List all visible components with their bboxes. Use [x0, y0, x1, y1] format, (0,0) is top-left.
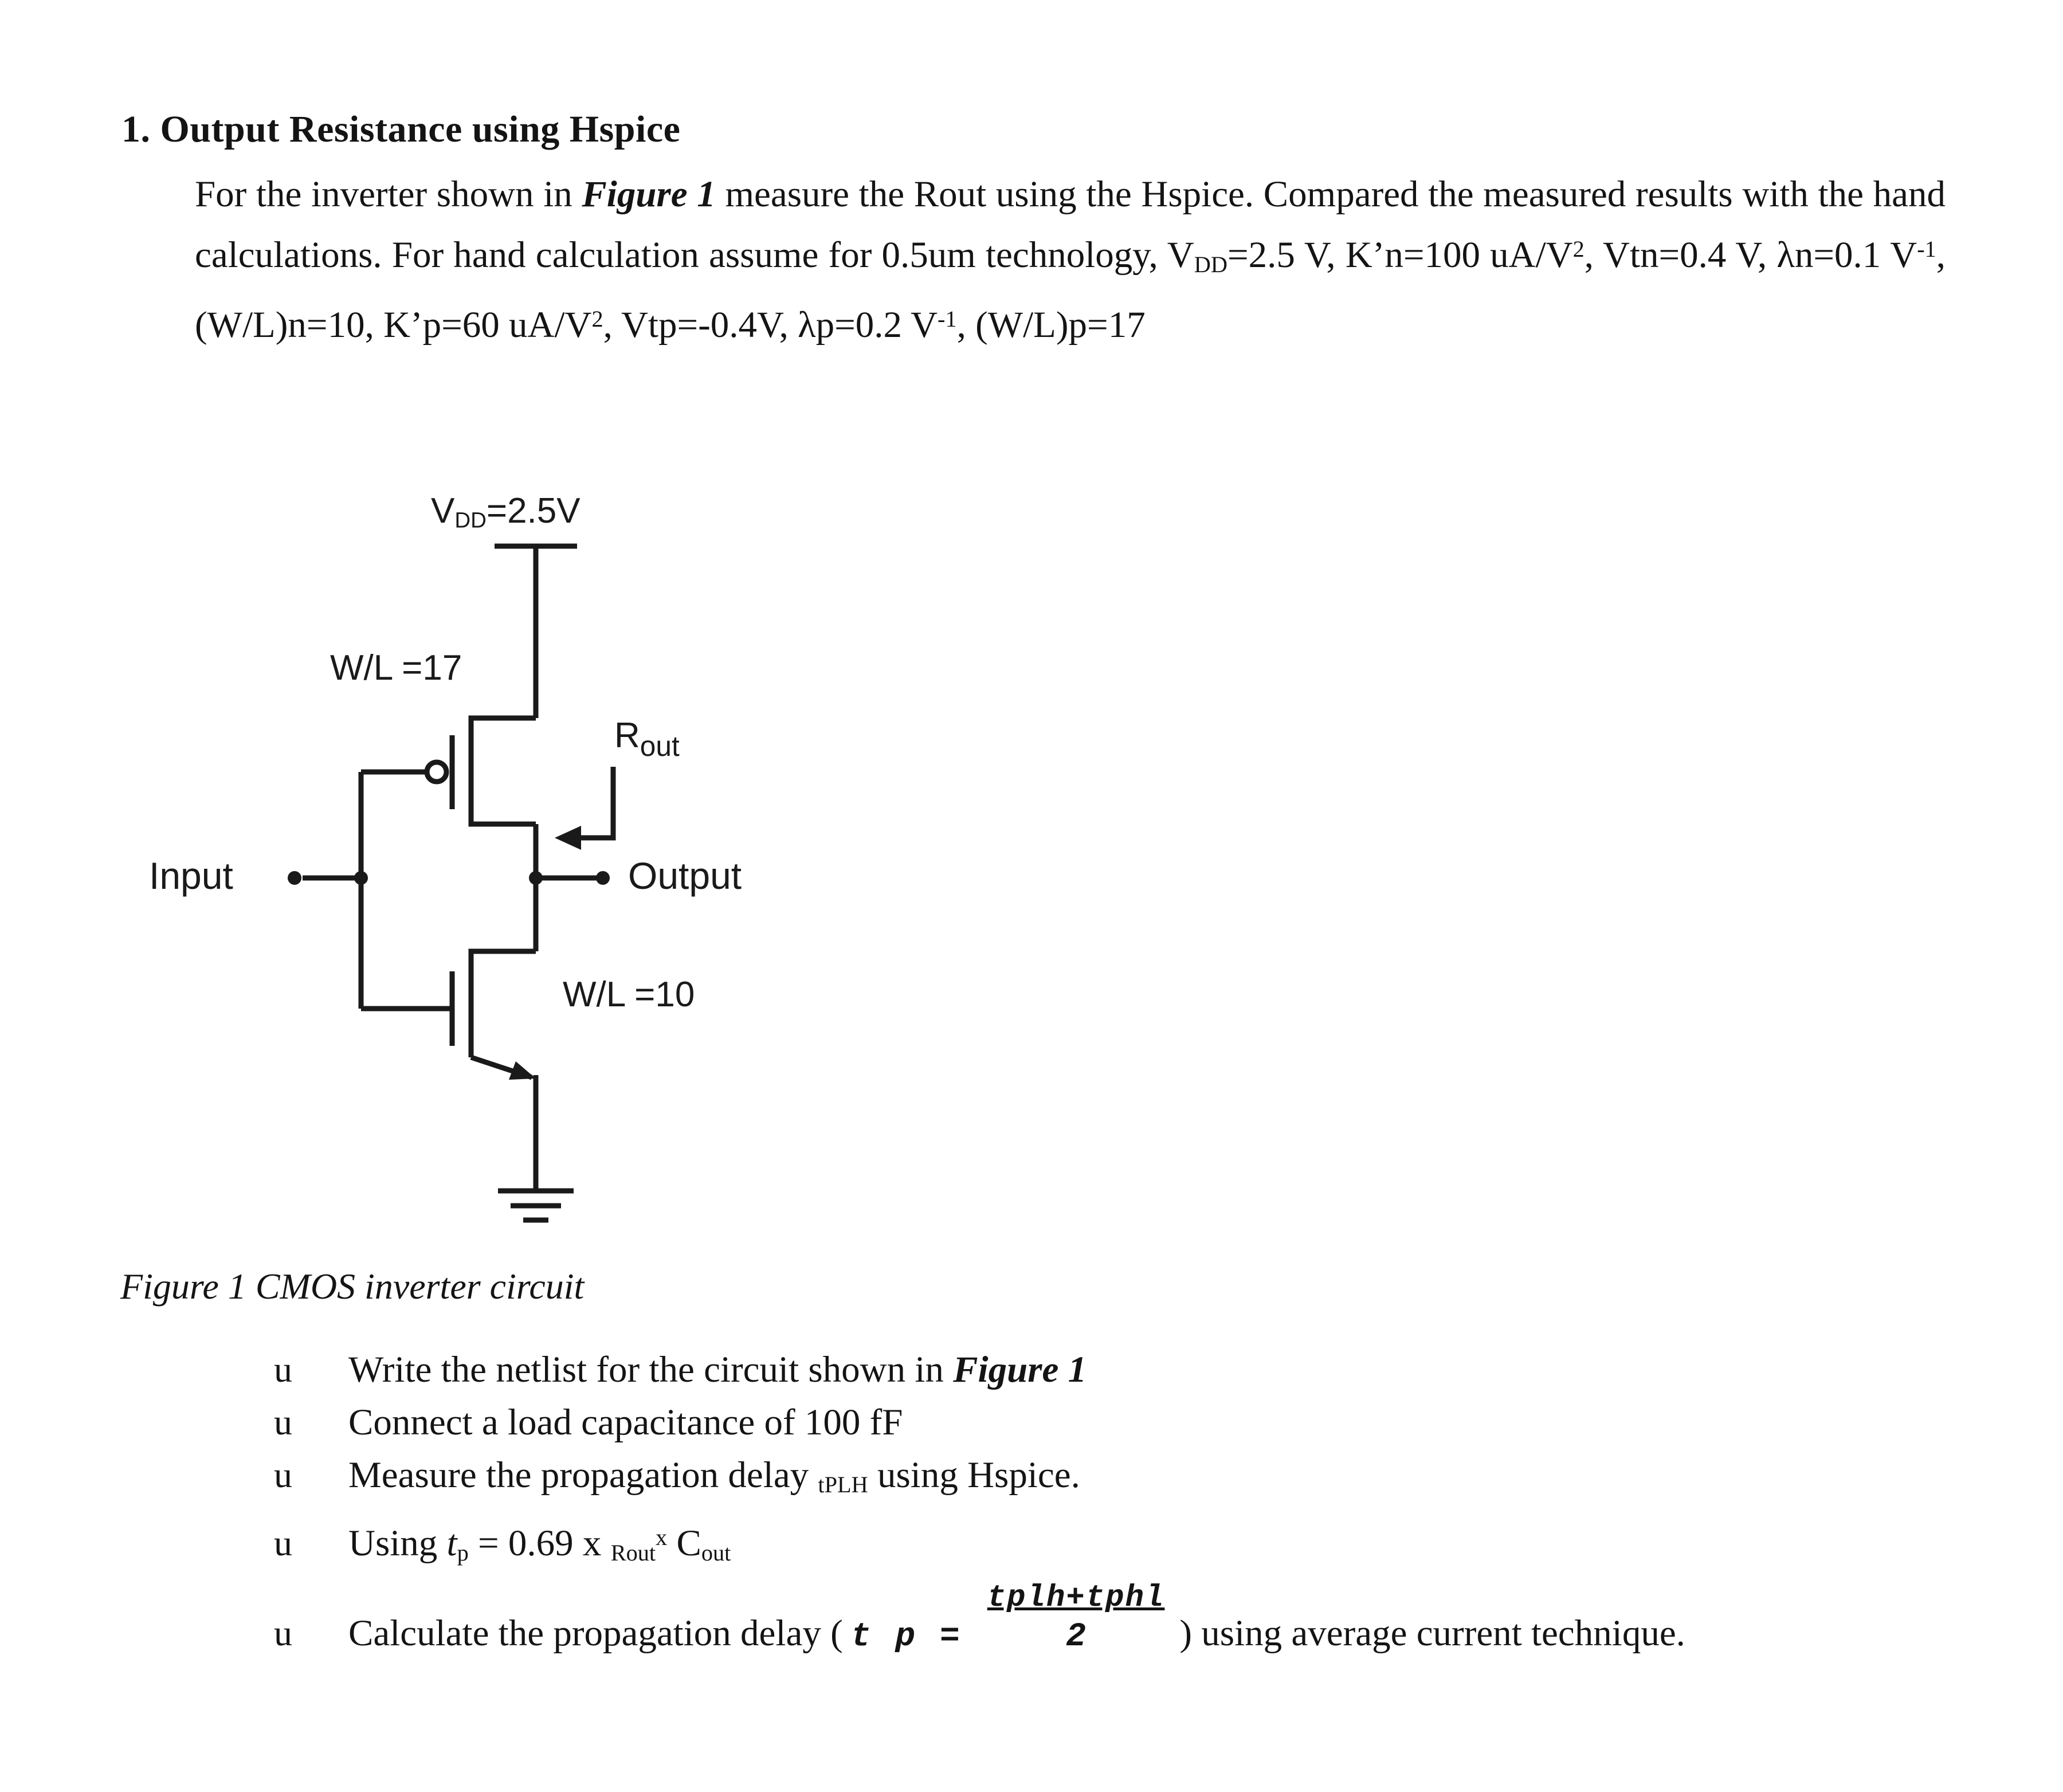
input-label: Input: [149, 854, 233, 897]
list-item: [274, 1511, 1982, 1579]
ground-symbol-icon: [498, 1191, 574, 1220]
nmos-arrowhead-icon: [509, 1061, 536, 1080]
fraction-denominator: 2: [1066, 1618, 1086, 1656]
nmos-transistor: [361, 951, 536, 1077]
output-node-dot: [529, 871, 543, 885]
pmos-wl-label: W/L =17: [330, 648, 462, 688]
output-label: Output: [628, 854, 742, 897]
list-item: [274, 1396, 1982, 1449]
list-item: [274, 1449, 1982, 1511]
figure-caption: Figure 1 CMOS inverter circuit: [120, 1266, 585, 1307]
calc-post-text: ) using average current technique.: [1179, 1612, 1685, 1654]
tp-fraction: [987, 1579, 1165, 1657]
nmos-wl-label: W/L =10: [563, 975, 695, 1014]
tp-equals-text: t p =: [850, 1618, 962, 1656]
bullet-text: Connect a load capacitance of 100 fF: [348, 1402, 903, 1443]
bullet-text: [348, 1579, 1685, 1664]
vdd-label: VDD=2.5V: [431, 491, 581, 533]
input-terminal-dot: [288, 871, 301, 885]
list-item-calc: [274, 1579, 1982, 1664]
intro-paragraph: For the inverter shown in Figure 1 measure the Rout using the Hspice. Compared the measured results with the hand calculations. For hand calculation assume for 0.5um technology, VDD=2.5 V, K’n=100 $uA/V^2$, Vtn=0.4 V, λn=0.1 $V^{-1}$, (W/L)n=10, K’p=60 $uA/V^2$, Vtp=-0.4V, λp=0.2 $V^{-1}$, (W/L)p=17: [195, 174, 1946, 346]
bullet-marker: u: [274, 1612, 292, 1653]
calc-pre-text: Calculate the propagation delay (: [348, 1612, 843, 1654]
list-item: [274, 1343, 1982, 1396]
bullet-marker: u: [274, 1454, 292, 1495]
bullet-marker: u: [274, 1349, 292, 1390]
bullet-text: Measure the propagation delay tPLH using Hspice.: [348, 1454, 1080, 1497]
circuit-nodes: [288, 826, 610, 1080]
nmos-channel: [471, 951, 536, 1057]
pmos-channel: [471, 718, 536, 824]
output-terminal-dot: [596, 871, 610, 885]
bullet-marker: u: [274, 1522, 292, 1563]
bullet-list: [274, 1343, 1982, 1664]
section-title: 1. Output Resistance using Hspice: [121, 108, 681, 150]
pmos-transistor: [361, 718, 536, 824]
rout-label: $R_{out}$: [614, 716, 680, 762]
rout-arrow-line: [576, 767, 613, 838]
pmos-bubble-icon: [427, 762, 446, 782]
bullet-text: Using tp = 0.69 x Rout$^x$ Cout: [348, 1522, 731, 1566]
bullet-text: Write the netlist for the circuit shown in Figure 1: [348, 1349, 1087, 1390]
rout-arrowhead-icon: [555, 826, 581, 850]
gate-junction-dot: [354, 871, 368, 885]
bullet-marker: u: [274, 1402, 292, 1442]
fraction-numerator: tplh+tphl: [987, 1580, 1165, 1615]
